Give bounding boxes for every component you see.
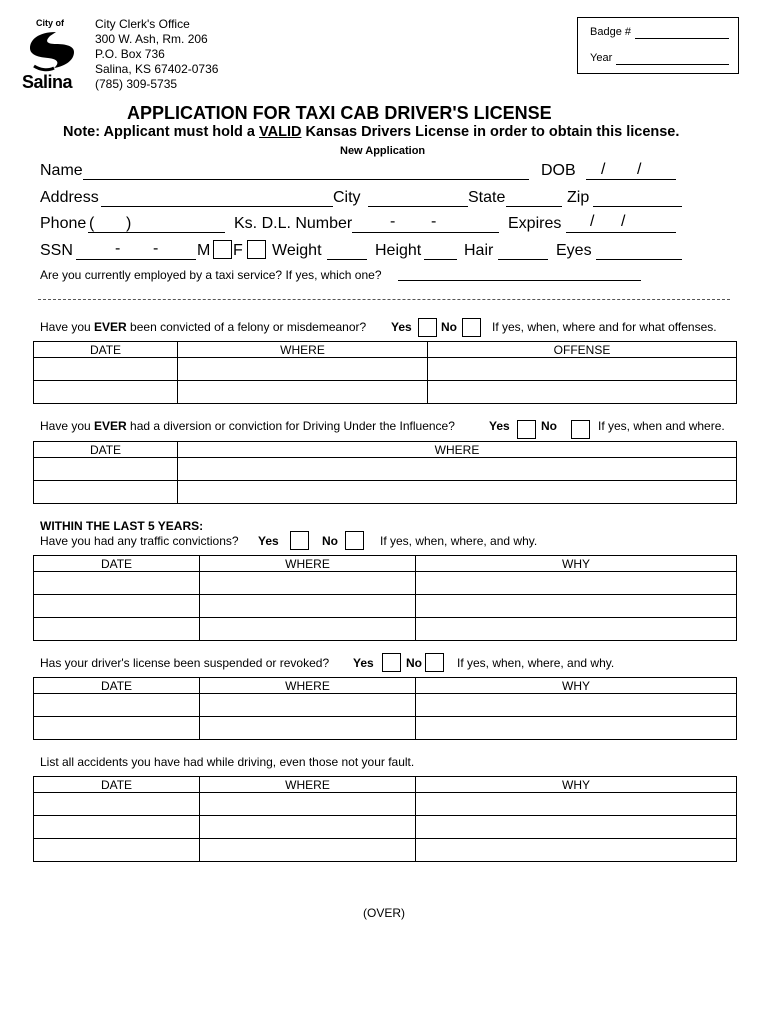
table-row — [34, 816, 737, 839]
license-note — [63, 124, 679, 140]
traffic-yes-label: Yes — [258, 534, 279, 548]
zip-field[interactable] — [593, 190, 682, 207]
name-field[interactable] — [83, 163, 529, 180]
table-cell[interactable] — [416, 717, 737, 740]
table-cell[interactable] — [416, 694, 737, 717]
table-cell[interactable] — [200, 816, 416, 839]
col-header-why: WHY — [416, 678, 737, 694]
dob-slash: / — [601, 161, 606, 178]
suspended-no-checkbox[interactable] — [425, 653, 444, 672]
year-label: Year — [590, 52, 613, 64]
suspended-no-label: No — [406, 656, 422, 670]
note-suffix: Kansas Drivers License in order to obtain this license. — [301, 124, 680, 140]
office-line: City Clerk's Office — [95, 17, 190, 31]
logo-salina: Salina — [22, 72, 73, 92]
col-header-date: DATE — [34, 442, 178, 458]
col-header-date: DATE — [34, 556, 200, 572]
table-row — [34, 839, 737, 862]
phone-paren-open: ( — [89, 215, 95, 232]
male-checkbox[interactable] — [213, 240, 232, 259]
col-header-where: WHERE — [178, 442, 737, 458]
female-label: F — [233, 242, 243, 259]
table-cell[interactable] — [200, 618, 416, 641]
name-label: Name — [40, 162, 83, 179]
table-row — [34, 458, 737, 481]
traffic-no-checkbox[interactable] — [345, 531, 364, 550]
state-label: State — [468, 189, 506, 206]
logo-swoosh-icon — [26, 30, 78, 72]
office-line: Salina, KS 67402-0736 — [95, 62, 219, 76]
traffic-question: Have you had any traffic convictions? — [40, 534, 239, 548]
hair-label: Hair — [464, 242, 494, 259]
city-logo — [22, 18, 84, 92]
table-cell[interactable] — [34, 793, 200, 816]
table-cell[interactable] — [416, 572, 737, 595]
dui-table — [33, 441, 737, 504]
phone-label: Phone — [40, 215, 87, 232]
col-header-why: WHY — [416, 777, 737, 793]
phone-paren-close: ) — [126, 215, 132, 232]
phone-field[interactable] — [88, 216, 225, 233]
felony-yes-label: Yes — [391, 320, 412, 334]
table-row — [34, 694, 737, 717]
table-cell[interactable] — [416, 839, 737, 862]
last-5-years-heading: WITHIN THE LAST 5 YEARS: — [40, 519, 204, 533]
table-cell[interactable] — [34, 381, 178, 404]
weight-field[interactable] — [327, 243, 367, 260]
female-checkbox[interactable] — [247, 240, 266, 259]
table-cell[interactable] — [200, 694, 416, 717]
expires-label: Expires — [508, 215, 562, 232]
table-cell[interactable] — [200, 595, 416, 618]
felony-if-yes: If yes, when, where and for what offenses. — [492, 320, 717, 334]
table-cell[interactable] — [200, 717, 416, 740]
dui-no-checkbox[interactable] — [571, 420, 590, 439]
ssn-field[interactable] — [76, 243, 196, 260]
office-line: 300 W. Ash, Rm. 206 — [95, 32, 208, 46]
table-row — [34, 358, 737, 381]
felony-yes-checkbox[interactable] — [418, 318, 437, 337]
suspended-question: Has your driver's license been suspended or revoked? — [40, 656, 330, 670]
table-cell[interactable] — [34, 572, 200, 595]
page-title: APPLICATION FOR TAXI CAB DRIVER'S LICENSE — [127, 103, 552, 123]
felony-q-pre: Have you — [40, 320, 95, 334]
table-row — [34, 793, 737, 816]
dob-label: DOB — [541, 162, 576, 179]
table-cell[interactable] — [416, 618, 737, 641]
suspended-yes-label: Yes — [353, 656, 374, 670]
felony-q-post: been convicted of a felony or misdemeanor? — [126, 320, 367, 334]
col-header-where: WHERE — [200, 678, 416, 694]
dui-q-pre: Have you — [40, 419, 95, 433]
expires-slash: / — [621, 213, 626, 230]
table-cell[interactable] — [34, 717, 200, 740]
table-row — [34, 481, 737, 504]
zip-label: Zip — [567, 189, 590, 206]
address-label: Address — [40, 189, 99, 206]
address-field[interactable] — [101, 190, 333, 207]
note-prefix: Note: Applicant must hold a — [63, 124, 260, 140]
dui-q-post: had a diversion or conviction for Driving Under the Influence? — [126, 419, 455, 433]
male-label: M — [197, 242, 211, 259]
table-cell[interactable] — [34, 595, 200, 618]
table-row — [34, 381, 737, 404]
table-cell[interactable] — [428, 381, 737, 404]
traffic-table — [33, 555, 737, 641]
accidents-table — [33, 776, 737, 862]
page-over-label: (OVER) — [363, 906, 405, 920]
dl-dash: - — [431, 213, 437, 230]
new-application-label: New Application — [340, 145, 426, 157]
badge-box — [577, 17, 739, 74]
table-row — [34, 572, 737, 595]
year-field[interactable] — [616, 52, 729, 65]
dui-no-label: No — [541, 419, 557, 433]
city-label: City — [333, 189, 361, 206]
dob-slash: / — [637, 161, 642, 178]
felony-no-label: No — [441, 320, 457, 334]
badge-number-field[interactable] — [635, 26, 729, 39]
col-header-where: WHERE — [200, 777, 416, 793]
table-cell[interactable] — [416, 816, 737, 839]
badge-label: Badge # — [590, 26, 631, 38]
expires-slash: / — [590, 213, 595, 230]
traffic-if-yes: If yes, when, where, and why. — [380, 534, 538, 548]
felony-no-checkbox[interactable] — [462, 318, 481, 337]
col-header-date: DATE — [34, 678, 200, 694]
weight-label: Weight — [272, 242, 322, 259]
dl-dash: - — [390, 213, 396, 230]
suspended-table — [33, 677, 737, 740]
table-cell[interactable] — [178, 458, 737, 481]
height-label: Height — [375, 242, 422, 259]
table-row — [34, 595, 737, 618]
table-cell[interactable] — [416, 595, 737, 618]
dl-number-field[interactable] — [352, 216, 499, 233]
employed-question: Are you currently employed by a taxi service? If yes, which one? — [40, 268, 382, 282]
suspended-yes-checkbox[interactable] — [382, 653, 401, 672]
hair-field[interactable] — [498, 243, 548, 260]
table-cell[interactable] — [416, 793, 737, 816]
felony-ever: EVER — [94, 320, 127, 334]
dl-number-label: Ks. D.L. Number — [234, 215, 353, 232]
dui-question — [40, 419, 455, 433]
ssn-dash: - — [153, 240, 159, 257]
table-cell[interactable] — [200, 793, 416, 816]
eyes-field[interactable] — [596, 243, 682, 260]
dui-if-yes: If yes, when and where. — [598, 419, 725, 433]
table-cell[interactable] — [178, 358, 428, 381]
office-address — [95, 17, 218, 92]
city-field[interactable] — [368, 190, 468, 207]
table-cell[interactable] — [178, 481, 737, 504]
table-row — [34, 618, 737, 641]
col-header-offense: OFFENSE — [428, 342, 737, 358]
dui-yes-label: Yes — [489, 419, 510, 433]
table-cell[interactable] — [34, 839, 200, 862]
employer-field[interactable] — [398, 268, 641, 281]
felony-table — [33, 341, 737, 404]
suspended-if-yes: If yes, when, where, and why. — [457, 656, 615, 670]
col-header-why: WHY — [416, 556, 737, 572]
office-line: P.O. Box 736 — [95, 47, 165, 61]
table-cell[interactable] — [34, 694, 200, 717]
table-cell[interactable] — [178, 381, 428, 404]
table-cell[interactable] — [34, 618, 200, 641]
accidents-prompt: List all accidents you have had while driving, even those not your fault. — [40, 755, 415, 769]
traffic-yes-checkbox[interactable] — [290, 531, 309, 550]
dui-ever: EVER — [94, 419, 127, 433]
table-cell[interactable] — [34, 358, 178, 381]
table-cell[interactable] — [34, 481, 178, 504]
table-cell[interactable] — [34, 816, 200, 839]
table-row — [34, 717, 737, 740]
table-cell[interactable] — [200, 572, 416, 595]
col-header-date: DATE — [34, 777, 200, 793]
office-line: (785) 309-5735 — [95, 77, 178, 91]
table-cell[interactable] — [34, 458, 178, 481]
logo-city-of: City of — [36, 18, 64, 28]
note-valid: VALID — [259, 124, 302, 140]
col-header-where: WHERE — [200, 556, 416, 572]
ssn-dash: - — [115, 240, 121, 257]
dob-field[interactable] — [586, 163, 676, 180]
table-cell[interactable] — [200, 839, 416, 862]
col-header-date: DATE — [34, 342, 178, 358]
ssn-label: SSN — [40, 242, 73, 259]
table-cell[interactable] — [428, 358, 737, 381]
felony-question — [40, 320, 366, 334]
section-divider — [38, 299, 730, 300]
state-field[interactable] — [506, 190, 562, 207]
col-header-where: WHERE — [178, 342, 428, 358]
height-field[interactable] — [424, 243, 457, 260]
eyes-label: Eyes — [556, 242, 592, 259]
traffic-no-label: No — [322, 534, 338, 548]
dui-yes-checkbox[interactable] — [517, 420, 536, 439]
